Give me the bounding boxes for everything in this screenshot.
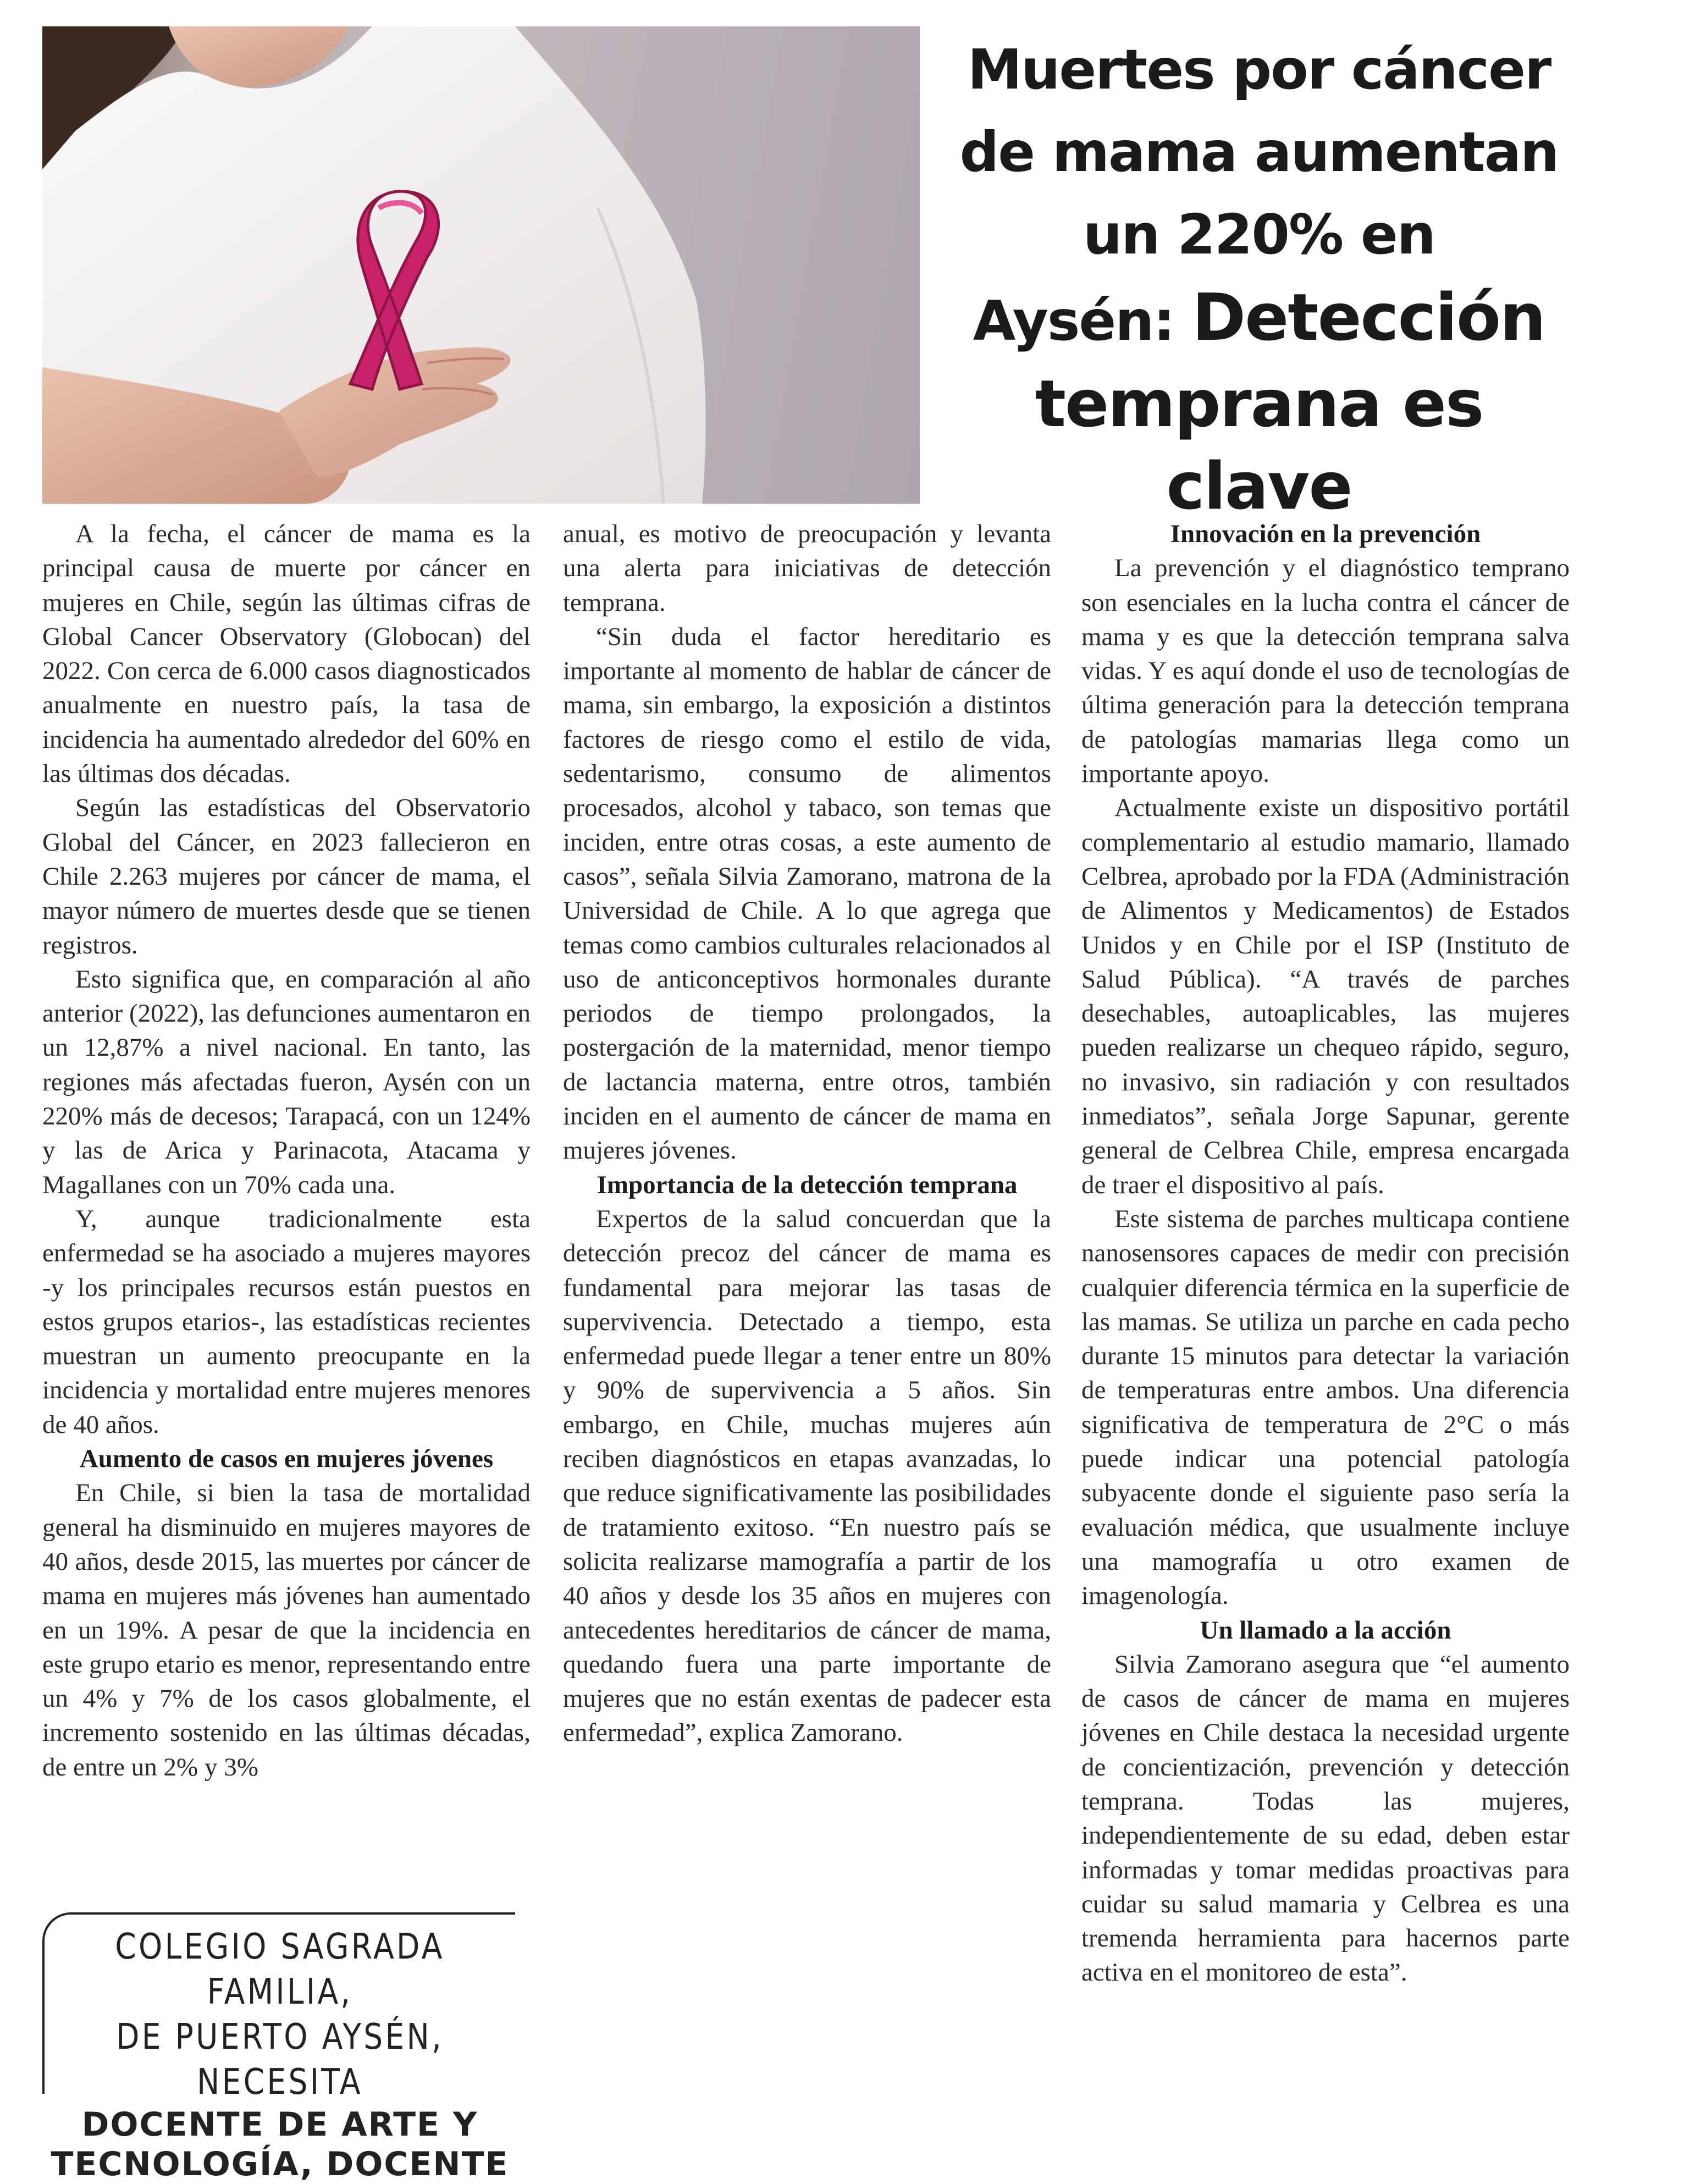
paragraph: La prevención y el diagnóstico temprano son esenciales en la lucha contra el cáncer de mama y es que la detección temprana salva vidas. Y es aquí donde el uso de tecnologías de última generación para la detección temprana de patologías mamarias llega como un importante apoyo. [1081,554,1570,788]
headline-line-4b: Detección [1192,279,1545,355]
headline-line-4 [946,276,1572,362]
subheading: Innovación en la prevención [1170,520,1481,548]
classified-ad-box [42,1912,515,2183]
headline-line-2: de mama aumentan [959,120,1559,184]
paragraph: Expertos de la salud concuerdan que la detección precoz del cáncer de mama es fundamental para mejorar las tasas de supervivencia. Detectado a tiempo, esta enfermedad puede llegar a tener entre un 80% y 90% de supervivencia a 5 años. Sin embargo, en Chile, muchas mujeres aún reciben diagnósticos en etapas avanzadas, lo que reduce significativamente las posibilidades de tratamiento exitoso. “En nuestro país se solicita realizarse mamografía a partir de los 40 años y desde los 35 años en mujeres con antecedentes hereditarios de cáncer de mama, quedando fuera una parte importante de mujeres que no están exentas de padecer esta enfermedad”, explica Zamorano. [563,1204,1051,1747]
paragraph: En Chile, si bien la tasa de mortalidad general ha disminuido en mujeres mayores de 40 años, desde 2015, las muertes por cáncer de mama en mujeres más jóvenes han aumentado en un 19%. A pesar de que la incidencia en este grupo etario es menor, representando entre un 4% y 7% de los casos globalmente, el incremento sostenido en las últimas décadas, de entre un 2% y 3% [42,1479,531,1782]
headline [946,29,1572,527]
headline-line-1: Muertes por cáncer [967,37,1551,102]
subheading: Un llamado a la acción [1200,1615,1451,1645]
pink-ribbon-illustration [42,26,920,504]
ad-line-3: DOCENTE DE ARTE Y [81,2105,478,2144]
paragraph: Y, aunque tradicionalmente esta enfermedad se ha asociado a mujeres mayores -y los principales recursos están puestos en estos grupos etarios-, las estadísticas recientes muestran un aumento preocupante en la incidencia y mortalidad entre mujeres menores de 40 años. [42,1204,531,1439]
paragraph: Silvia Zamorano asegura que “el aumento de casos de cáncer de mama en mujeres jóvenes en Chile destaca la necesidad urgente de concientización, prevención y detección temprana. Todas las mujeres, independientemente de su edad, deben estar informadas y tomar medidas proactivas para cuidar su salud mamaria y Celbrea es una tremenda herramienta para hacernos parte activa en el monitoreo de esta”. [1081,1650,1570,1987]
paragraph: A la fecha, el cáncer de mama es la principal causa de muerte por cáncer en mujeres en Chile, según las últimas cifras de Global Cancer Observatory (Globocan) del 2022. Con cerca de 6.000 casos diagnosticados anualmente en nuestro país, la tasa de incidencia ha aumentado alrededor del 60% en las últimas dos décadas. [42,520,531,788]
headline-line-5: temprana es clave [1035,366,1483,524]
article-photo [42,26,920,504]
article-column-2 [563,517,1051,1750]
article-column-1 [42,517,531,1784]
paragraph: anual, es motivo de preocupación y levanta una alerta para iniciativas de detección temprana. [563,520,1051,617]
headline-line-3: un 220% en [1083,202,1435,267]
paragraph: Este sistema de parches multicapa contiene nanosensores capaces de medir con precisión cualquier diferencia térmica en la superficie de las mamas. Se utiliza un parche en cada pecho durante 15 minutos para detectar la variación de temperaturas entre ambos. Una diferencia significativa de temperatura de 2°C o más puede indicar una potencial patología subyacente donde el siguiente paso sería la evaluación médica, que usualmente incluye una mamografía u otro examen de imagenología. [1081,1204,1570,1611]
paragraph: Esto significa que, en comparación al año anterior (2022), las defunciones aumentaron en un 12,87% a nivel nacional. En tanto, las regiones más afectadas fueron, Aysén con un 220% más de decesos; Tarapacá, con un 124% y las de Arica y Parinacota, Atacama y Magallanes con un 70% cada una. [42,964,531,1199]
paragraph: Según las estadísticas del Observatorio Global del Cáncer, en 2023 fallecieron en Chile 2.263 mujeres por cáncer de mama, el mayor número de muertes desde que se tienen registros. [42,793,531,959]
article-column-3 [1081,517,1570,1990]
headline-line-4a: Aysén: [973,289,1192,353]
subheading: Importancia de la detección temprana [597,1170,1018,1199]
paragraph: Actualmente existe un dispositivo portátil complementario al estudio mamario, llamado Celbrea, aprobado por la FDA (Administración de Alimentos y Medicamentos) de Estados Unidos y en Chile por el ISP (Instituto de Salud Pública). “A través de parches desechables, autoaplicables, las mujeres pueden realizarse un chequeo rápido, seguro, no invasivo, sin radiación y con resultados inmediatos”, señala Jorge Sapunar, gerente general de Celbrea Chile, empresa encargada de traer el dispositivo al país. [1081,793,1570,1199]
ad-line-4: TECNOLOGÍA, DOCENTE [51,2145,509,2183]
subheading: Aumento de casos en mujeres jóvenes [79,1444,494,1474]
ad-line-1: COLEGIO SAGRADA FAMILIA, [115,1927,445,2012]
ad-line-2: DE PUERTO AYSÉN, NECESITA [116,2017,444,2103]
paragraph: “Sin duda el factor hereditario es importante al momento de hablar de cáncer de mama, sin embargo, la exposición a distintos factores de riesgo como el estilo de vida, sedentarismo, consumo de alimentos procesados, alcohol y tabaco, son temas que inciden, entre otras cosas, a este aumento de casos”, señala Silvia Zamorano, matrona de la Universidad de Chile. A lo que agrega que temas como cambios culturales relacionados al uso de anticonceptivos hormonales durante periodos de tiempo prolongados, la postergación de la maternidad, menor tiempo de lactancia materna, entre otros, también inciden en el aumento de cáncer de mama en mujeres jóvenes. [563,622,1051,1165]
